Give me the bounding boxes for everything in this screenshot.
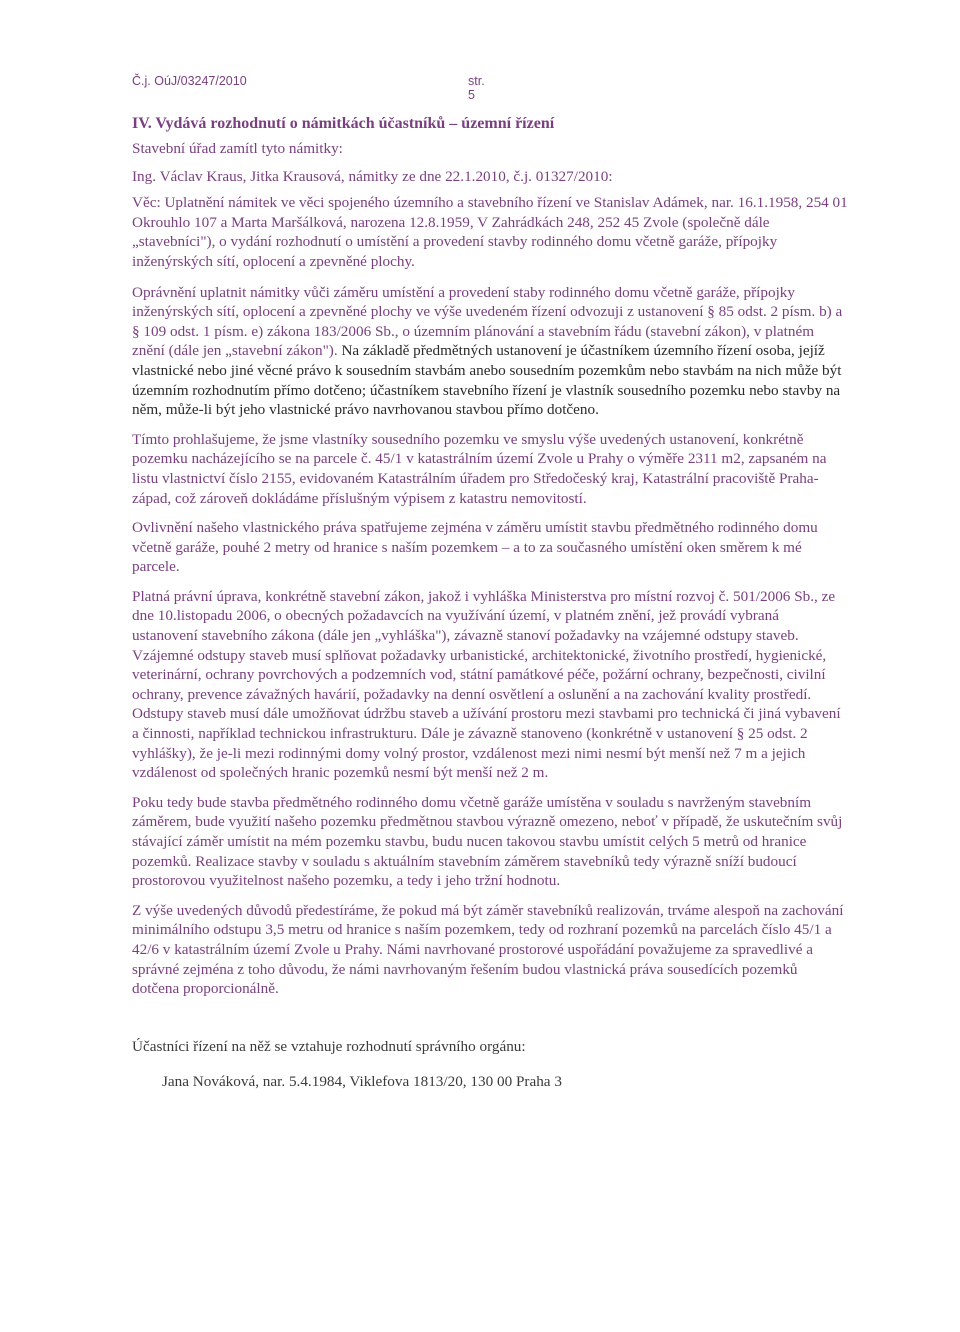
spacer (132, 999, 848, 1037)
reference-number: Č.j. OúJ/03247/2010 (132, 74, 247, 88)
participant-entry: Jana Nováková, nar. 5.4.1984, Viklefova 1813/20, 130 00 Praha 3 (162, 1073, 562, 1091)
paragraph-impact: Ovlivnění našeho vlastnického práva spatřujeme zejména v záměru umístit stavbu předmětného rodinného domu včetně garáže, pouhé 2 metry od hranice s naším pozemkem – a to za současného umístění oken směrem k mé parcele. (132, 519, 818, 576)
page-number: str. 5 (468, 74, 485, 102)
document-body (132, 113, 848, 1092)
participants-heading: Účastníci řízení na něž se vztahuje rozhodnutí správního orgánu: (132, 1037, 526, 1055)
paragraph-consequence: Poku tedy bude stavba předmětného rodinného domu včetně garáže umístěna v souladu s navrženým stavebním záměrem, bude využití našeho pozemku předmětnou stavbou výrazně omezeno, neboť v případě, že uskutečním svůj stávající záměr umístit na mém pozemku stavbu, budu nucen takovou stavbu umístit celých 5 metrů od hranice pozemků. Realizace stavby v souladu s aktuálním stavebním záměrem stavebníků tedy výrazně sníží budoucí prostorovou využitelnost našeho pozemku, a tedy i jeho tržní hodnotu. (132, 793, 843, 890)
paragraph-entitlement-part2: Na základě předmětných ustanovení je účastníkem územního řízení osoba, jejíž vlastnické nebo jiné věcné právo k sousedním stavbám anebo sousedním pozemkům nebo stavbám na nich může být územním rozhodnutím přímo dotčeno; účastníkem stavebního řízení je vlastník sousedního pozemku nebo stavby na něm, může-li být jeho vlastnické právo navrhovanou stavbou přímo dotčeno. (132, 342, 842, 419)
page-header (132, 74, 492, 102)
objection-author: Ing. Václav Kraus, Jitka Krausová, námitky ze dne 22.1.2010, č.j. 01327/2010: (132, 167, 613, 185)
paragraph-legal: Platná právní úprava, konkrétně stavební zákon, jakož i vyhláška Ministerstva pro místní rozvoj č. 501/2006 Sb., ze dne 10.listopadu 2006, o obecných požadavcích na využívání území, v platném znění, jež provádí vybraná ustanovení stavebního zákona (dále jen „vyhláška"), závazně stanoví požadavky na vzájemné odstupy staveb. Vzájemné odstupy staveb musí splňovat požadavky urbanistické, architektonické, životního prostředí, hygienické, veterinární, ochrany povrchových a podzemních vod, státní památkové péče, požární ochrany, bezpečnosti, civilní ochrany, prevence závažných havárií, požadavky na denní osvětlení a oslunění a na zachování kvality prostředí. Odstupy staveb musí dále umožňovat údržbu staveb a užívání prostoru mezi stavbami pro technická či jiná vybavení a činnosti, například technickou infrastrukturu. Dále je závazně stanoveno (konkrétně v ustanovení § 25 odst. 2 vyhlášky), že je-li mezi rodinnými domy volný prostor, vzdálenost mezi nimi nesmí být menší než 7 m a jejich vzdálenost od společných hranic pozemků nesmí být menší než 2 m. (132, 587, 841, 782)
paragraph-ownership: Tímto prohlašujeme, že jsme vlastníky sousedního pozemku ve smyslu výše uvedených ustanovení, konkrétně pozemku nacházejícího se na parcele č. 45/1 v katastrálním území Zvole u Prahy o výměře 2311 m2, zapsaném na listu vlastnictví číslo 2155, evidovaném Katastrálním úřadem pro Středočeský kraj, Katastrální pracoviště Praha-západ, což zároveň dokládáme příslušným výpisem z katastru nemovitostí. (132, 430, 827, 507)
objection-subject: Věc: Uplatnění námitek ve věci spojeného územního a stavebního řízení ve Stanislav Adámek, nar. 16.1.1958, 254 01 Okrouhlo 107 a Marta Maršálková, narozena 12.8.1959, V Zahrádkách 248, 252 45 Zvole (společně dále „stavebníci"), o vydání rozhodnutí o umístění a provedení stavby rodinného domu včetně garáže, přípojky inženýrských sítí, oplocení a zpevněné plochy. (132, 194, 848, 270)
section-title: IV. Vydává rozhodnutí o námitkách účastníků – územní řízení (132, 115, 555, 132)
section-subtitle: Stavební úřad zamítl tyto námitky: (132, 140, 343, 157)
paragraph-entitlement (132, 283, 848, 420)
paragraph-entitlement-part1: Oprávnění uplatnit námitky vůči záměru umístění a provedení staby rodinného domu včetně garáže, přípojky inženýrských sítí, oplocení a zpevněné plochy ve výše uvedeném řízení odvozuji z ustanovení § 85 odst. 2 písm. b) a § 109 odst. 1 písm. e) zákona 183/2006 Sb., o územním plánování a stavebním řádu (stavební zákon), v platném znění (dále jen „stavební zákon"). (132, 283, 843, 360)
paragraph-request: Z výše uvedených důvodů předestíráme, že pokud má být záměr stavebníků realizován, trváme alespoň na zachování minimálního odstupu 3,5 metru od hranice s naším pozemkem, tedy od rozhraní pozemků na parcelách číslo 45/1 a 42/6 v katastrálním území Zvole u Prahy. Námi navrhované prostorové uspořádání považujeme za spravedlivé a správné zejména z toho důvodu, že námi navrhovaným řešením budou vlastnická práva sousedících pozemků dotčena proporcionálně. (132, 901, 844, 998)
